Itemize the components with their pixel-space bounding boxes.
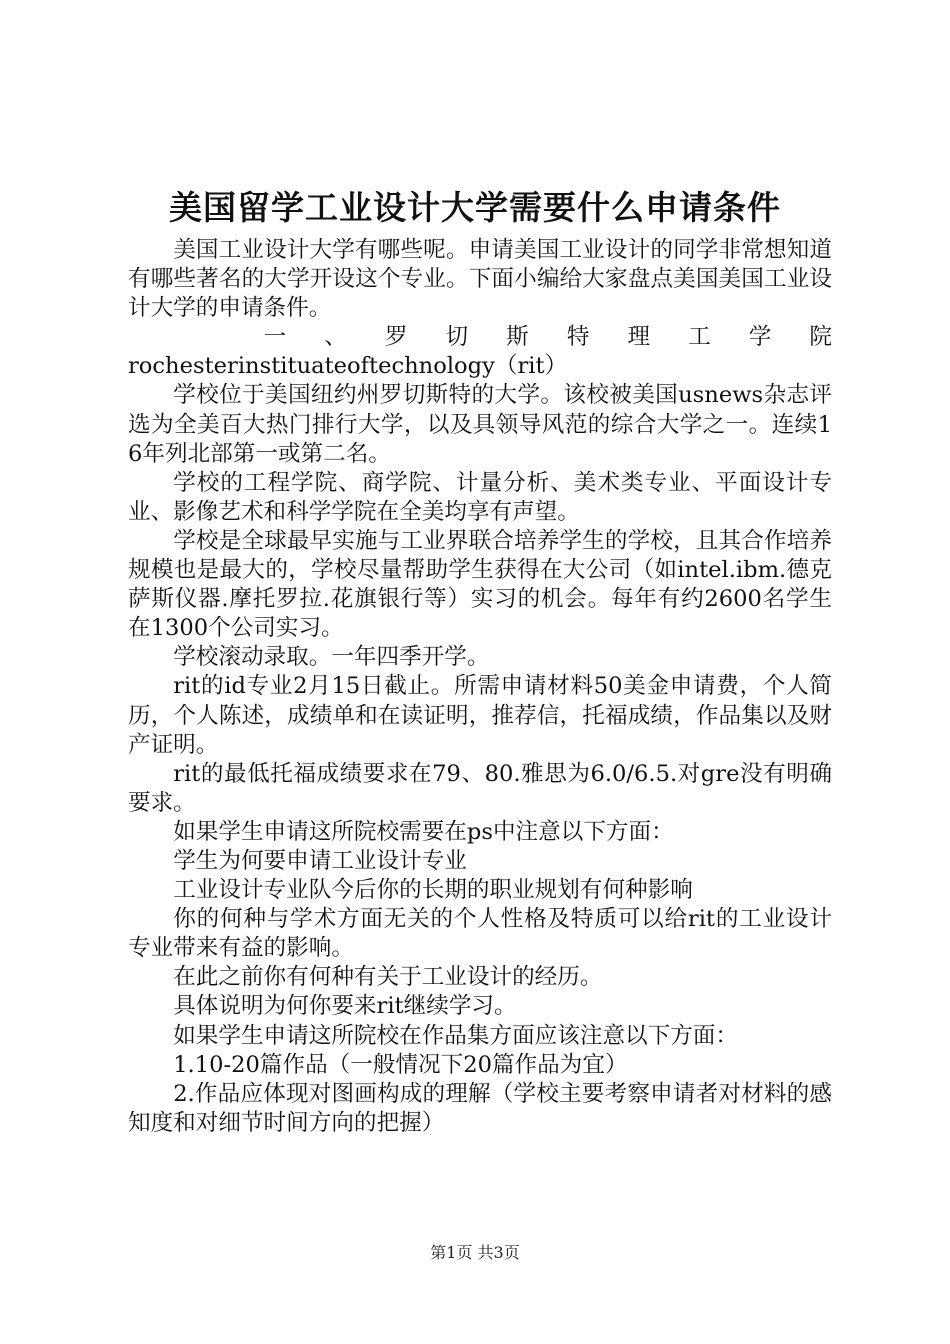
page-footer: 第1页 共3页 <box>430 1243 520 1262</box>
paragraph-school-name: rochesterinstituateoftechnology（rit） <box>128 353 568 380</box>
paragraph-portfolio-item-1: 1.10-20篇作品（一般情况下20篇作品为宜） <box>173 1051 628 1078</box>
paragraph-location: 学校位于美国纽约州罗切斯特的大学。该校被美国usnews杂志评选为全美百大热门排行大学，以及具领导风范的综合大学之一。连续16年列北部第一或第二名。 <box>128 382 832 467</box>
document-title: 美国留学工业设计大学需要什么申请条件 <box>169 188 781 227</box>
paragraph-coop: 学校是全球最早实施与工业界联合培养学生的学校，且其合作培养规模也是最大的，学校尽量帮助学生获得在大公司（如intel.ibm.德克萨斯仪器.摩托罗拉.花旗银行等）实习的机会。每年有约2600名学生在1300个公司实习。 <box>128 527 832 642</box>
paragraph-intro: 美国工业设计大学有哪些呢。申请美国工业设计的同学非常想知道有哪些著名的大学开设这个专业。下面小编给大家盘点美国美国工业设计大学的申请条件。 <box>128 237 832 322</box>
paragraph-reputation: 学校的工程学院、商学院、计量分析、美术类专业、平面设计专业、影像艺术和科学学院在全美均享有声望。 <box>128 469 832 525</box>
paragraph-deadline: rit的id专业2月15日截止。所需申请材料50美金申请费，个人简历，个人陈述，成绩单和在读证明，推荐信，托福成绩，作品集以及财产证明。 <box>128 673 832 758</box>
paragraph-scores: rit的最低托福成绩要求在79、80.雅思为6.0/6.5.对gre没有明确要求。 <box>128 760 832 816</box>
paragraph-ps-intro: 如果学生申请这所院校需要在ps中注意以下方面： <box>173 818 674 845</box>
paragraph-ps-item-1: 学生为何要申请工业设计专业 <box>173 847 467 874</box>
paragraph-ps-item-5: 具体说明为何你要来rit继续学习。 <box>173 993 517 1020</box>
document-body <box>128 236 832 1138</box>
paragraph-section-heading: 一、罗切斯特理工学院 <box>263 324 832 351</box>
paragraph-ps-item-2: 工业设计专业队今后你的长期的职业规划有何种影响 <box>173 877 693 904</box>
paragraph-ps-item-3: 你的何种与学术方面无关的个人性格及特质可以给rit的工业设计专业带来有益的影响。 <box>128 906 832 962</box>
paragraph-portfolio-item-2: 2.作品应体现对图画构成的理解（学校主要考察申请者对材料的感知度和对细节时间方向的把握） <box>128 1080 832 1136</box>
paragraph-admission: 学校滚动录取。一年四季开学。 <box>173 644 490 671</box>
paragraph-portfolio-intro: 如果学生申请这所院校在作品集方面应该注意以下方面： <box>173 1022 739 1049</box>
paragraph-ps-item-4: 在此之前你有何种有关于工业设计的经历。 <box>173 964 603 991</box>
